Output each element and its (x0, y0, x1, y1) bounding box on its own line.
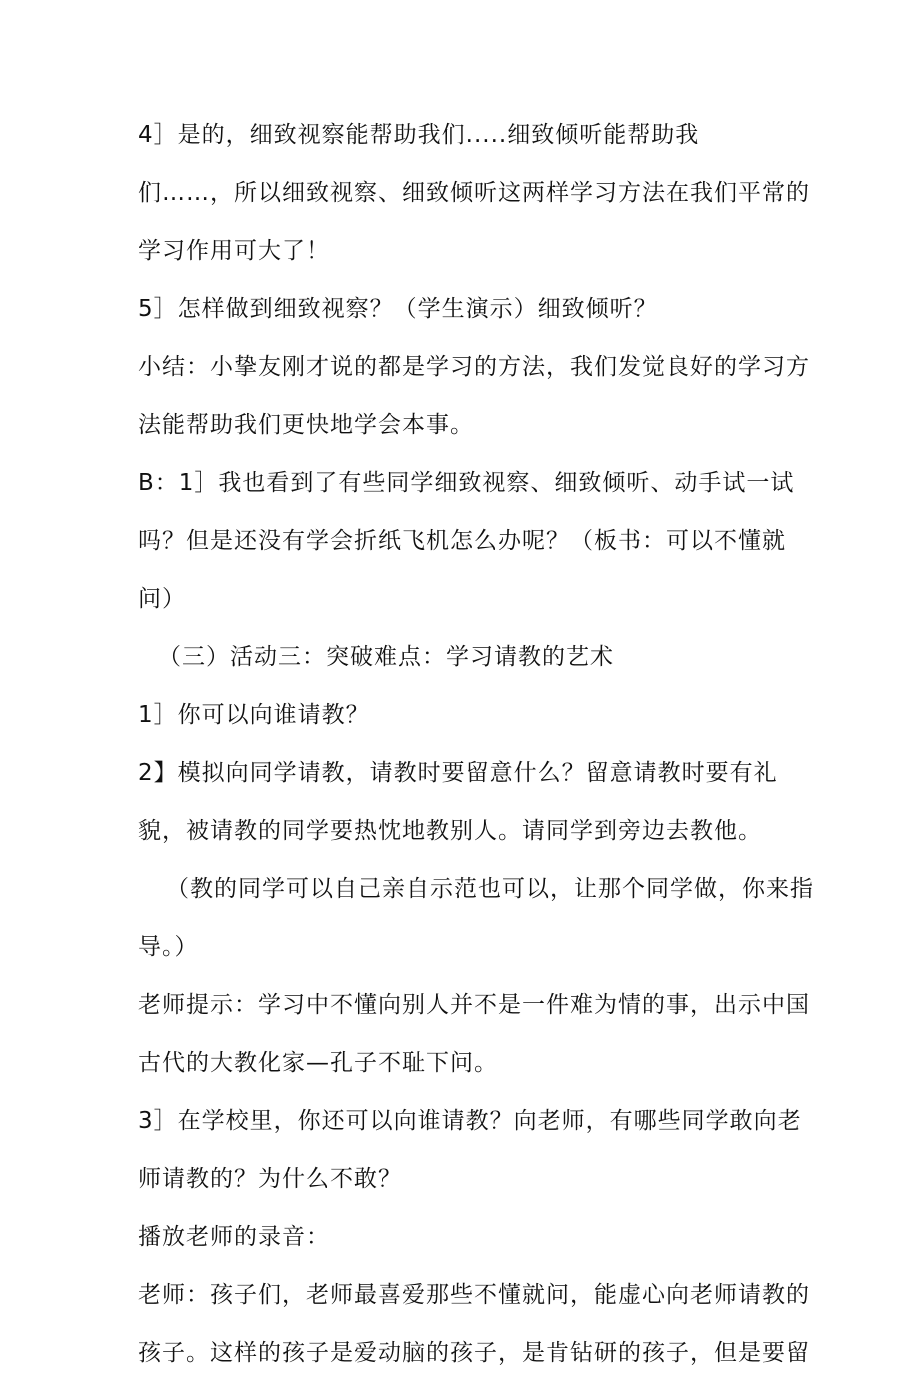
line-gap (138, 970, 788, 982)
text-line: 老师提示：学习中不懂向别人并不是一件难为情的事，出示中国 (138, 992, 810, 1018)
text-line: 们……，所以细致视察、细致倾听这两样学习方法在我们平常的 (138, 180, 810, 206)
text-line: 法能帮助我们更快地学会本事。 (138, 412, 474, 438)
line-gap (138, 622, 788, 634)
line-gap (138, 796, 788, 808)
text-line: 学习作用可大了！ (138, 238, 330, 264)
text-line: 貌，被请教的同学要热忱地教别人。请同学到旁边去教他。 (138, 818, 762, 844)
line-gap (138, 390, 788, 402)
text-line: 古代的大教化家—孔子不耻下问。 (138, 1050, 498, 1076)
text-line: 5］怎样做到细致视察？（学生演示）细致倾听？ (138, 296, 658, 322)
text-line: 导。） (138, 934, 199, 960)
line-gap (138, 506, 788, 518)
line-gap (138, 1202, 788, 1214)
line-gap (138, 332, 788, 344)
text-line: 播放老师的录音： (138, 1224, 330, 1250)
line-gap (138, 1028, 788, 1040)
line-gap (138, 1260, 788, 1272)
text-line: 3］在学校里，你还可以向谁请教？向老师，有哪些同学敢向老 (138, 1108, 802, 1134)
line-gap (138, 448, 788, 460)
text-line: 老师：孩子们，老师最喜爱那些不懂就问，能虚心向老师请教的 (138, 1282, 810, 1308)
line-gap (138, 680, 788, 692)
section-heading: （三）活动三：突破难点：学习请教的艺术 (158, 644, 614, 670)
line-gap (138, 564, 788, 576)
line-gap (138, 274, 788, 286)
text-line: （教的同学可以自己亲自示范也可以，让那个同学做，你来指 (166, 876, 814, 902)
line-gap (138, 1318, 788, 1330)
document-body (138, 112, 814, 1376)
line-gap (138, 912, 788, 924)
text-line: 吗？但是还没有学会折纸飞机怎么办呢？（板书：可以不懂就 (138, 528, 786, 554)
text-line: 师请教的？为什么不敢？ (138, 1166, 402, 1192)
line-gap (138, 1144, 788, 1156)
line-gap (138, 738, 788, 750)
line-gap (138, 158, 788, 170)
line-gap (138, 216, 788, 228)
text-line: 1］你可以向谁请教？ (138, 702, 370, 728)
text-line: 孩子。这样的孩子是爱动脑的孩子，是肯钻研的孩子，但是要留 (138, 1340, 810, 1366)
line-gap (138, 854, 788, 866)
text-line: 4］是的，细致视察能帮助我们.....细致倾听能帮助我 (138, 122, 700, 148)
line-gap (138, 1086, 788, 1098)
text-line: 小结：小挚友刚才说的都是学习的方法，我们发觉良好的学习方 (138, 354, 810, 380)
text-line: B：1］我也看到了有些同学细致视察、细致倾听、动手试一试 (138, 470, 795, 496)
text-line: 2】模拟向同学请教，请教时要留意什么？留意请教时要有礼 (138, 760, 778, 786)
text-line: 问） (138, 586, 186, 612)
